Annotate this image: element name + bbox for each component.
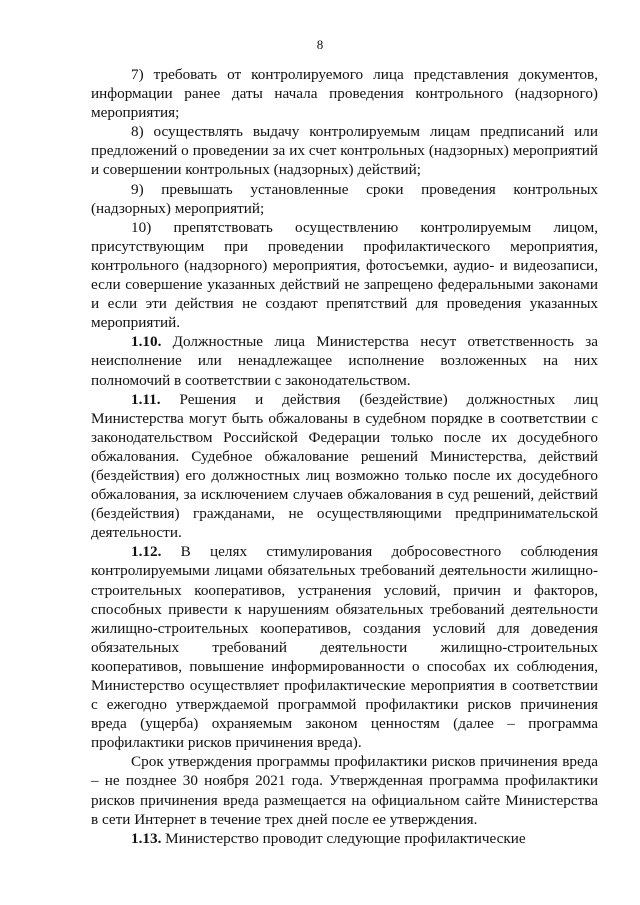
paragraph-text: требовать от контролируемого лица представления документов, информации ранее даты начала проведения контрольного (надзорного) мероприятия; bbox=[91, 66, 598, 122]
section-number: 1.13. bbox=[131, 829, 162, 847]
paragraph-text: препятствовать осуществлению контролируемым лицом, присутствующим при проведении профилактического мероприятия, контрольного (надзорного) мероприятия, фотосъемки, аудио- и видеозаписи, если совершение указанных действий не запрещено федеральными законами и если эти действия не создают препятствий для проведения указанных мероприятий. bbox=[91, 218, 598, 332]
item-number: 7) bbox=[131, 66, 144, 83]
paragraph-7 bbox=[91, 65, 598, 122]
item-number: 8) bbox=[131, 123, 144, 141]
paragraph-10 bbox=[91, 218, 598, 333]
section-1-11 bbox=[91, 390, 598, 543]
section-number: 1.10. bbox=[131, 333, 162, 351]
page-number: 8 bbox=[316, 37, 324, 52]
section-1-12 bbox=[91, 542, 598, 752]
section-number: 1.11. bbox=[131, 390, 161, 408]
item-number: 10) bbox=[131, 218, 152, 236]
paragraph-text: Должностные лица Министерства несут ответственность за неисполнение или ненадлежащее исполнение возложенных на них полномочий в соответствии с законодательством. bbox=[91, 333, 598, 389]
section-1-10 bbox=[91, 332, 598, 389]
paragraph-program-deadline bbox=[91, 752, 598, 828]
paragraph-text: В целях стимулирования добросовестного соблюдения контролируемыми лицами обязательных требований деятельности жилищно-строительных кооперативов, устранения условий, причин и факторов, способных привести к нарушениям обязательных требований деятельности жилищно-строительных кооперативов, создания условий для доведения обязательных требований деятельности жилищно-строительных кооперативов, повышение информированности о способах их соблюдения, Министерство осуществляет профилактические мероприятия в соответствии с ежегодно утверждаемой программой профилактики рисков причинения вреда (ущерба) охраняемым законом ценностям (далее – программа профилактики рисков причинения вреда). bbox=[91, 543, 598, 752]
paragraph-text: Решения и действия (бездействие) должностных лиц Министерства могут быть обжалованы в судебном порядке в соответствии с законодательством Российской Федерации только после их досудебного обжалования. Судебное обжалование решений Министерства, действий (бездействия) его должностных лиц возможно только после их досудебного обжалования, за исключением случаев обжалования в суд решений, действий (бездействия) гражданами, не осуществляющими предпринимательской деятельности. bbox=[91, 390, 598, 542]
paragraph-9 bbox=[91, 180, 598, 218]
paragraph-text: Министерство проводит следующие профилактические bbox=[161, 829, 526, 847]
paragraph-text: осуществлять выдачу контролируемым лицам предписаний или предложений о проведении за их счет контрольных (надзорных) мероприятий и совершении контрольных (надзорных) действий; bbox=[91, 123, 598, 179]
paragraph-8 bbox=[91, 122, 598, 179]
item-number: 9) bbox=[131, 180, 144, 198]
paragraph-text: Срок утверждения программы профилактики рисков причинения вреда – не позднее 30 ноября 2021 года. Утвержденная программа профилактики рисков причинения вреда размещается на официальном сайте Министерства в сети Интернет в течение трех дней после ее утверждения. bbox=[91, 753, 598, 828]
section-1-13 bbox=[91, 829, 598, 848]
document-body bbox=[91, 65, 598, 848]
section-number: 1.12. bbox=[131, 543, 162, 561]
paragraph-text: превышать установленные сроки проведения контрольных (надзорных) мероприятий; bbox=[91, 180, 598, 217]
